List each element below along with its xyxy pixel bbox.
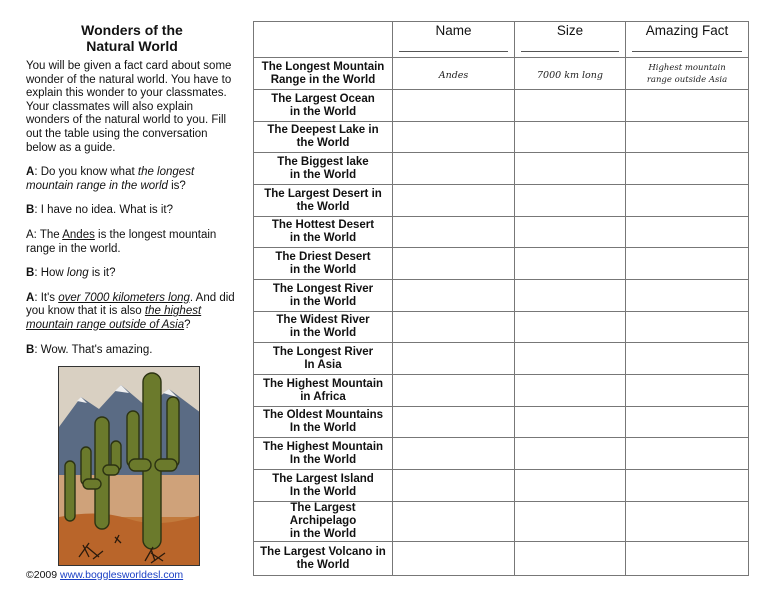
name-cell[interactable] [393,248,515,280]
table-row [254,343,749,375]
dialogue-a3: A: It's over 7000 kilometers long. And did you know that it is also the highest mountain range outside of Asia? [26,291,235,331]
table-header-row [254,22,749,58]
name-cell[interactable] [393,375,515,407]
copyright-line [26,569,183,581]
size-cell[interactable] [515,502,626,542]
name-cell[interactable] [393,312,515,343]
fact-cell[interactable] [626,502,749,542]
row-label: The Largest Volcano in the World [254,542,393,576]
size-cell[interactable] [515,407,626,438]
fact-cell[interactable] [626,248,749,280]
size-cell[interactable] [515,343,626,375]
desert-cactus-illustration [58,366,200,566]
name-cell[interactable] [393,542,515,576]
row-label: The Driest Desert in the World [254,248,393,280]
size-cell[interactable] [515,375,626,407]
name-cell[interactable] [393,122,515,153]
table-row [254,90,749,122]
title-line-2: Natural World [86,38,178,54]
title-line-1: Wonders of the [81,22,183,38]
dialogue-a1: A: Do you know what the longest mountain range in the world is? [26,166,195,192]
table-row [254,122,749,153]
row-label: The Largest Island In the World [254,470,393,502]
row-label: The Longest River in the World [254,280,393,312]
dialogue-b1: B: I have no idea. What is it? [26,204,174,217]
name-cell[interactable] [393,280,515,312]
table-row [254,502,749,542]
row-label: The Deepest Lake in the World [254,122,393,153]
dialogue-b2: B: How long is it? [26,267,116,280]
table-row [254,58,749,90]
name-cell[interactable] [393,185,515,217]
table-row [254,407,749,438]
name-cell[interactable]: Andes [393,58,515,90]
table-row [254,470,749,502]
size-cell[interactable]: 7000 km long [515,58,626,90]
fact-cell[interactable] [626,542,749,576]
row-label: The Hottest Desert in the World [254,217,393,248]
dialogue-b3: B: Wow. That's amazing. [26,343,153,356]
header-size: Size [515,22,626,58]
fact-cell[interactable]: Highest mountain range outside Asia [626,58,749,90]
size-cell[interactable] [515,185,626,217]
size-cell[interactable] [515,438,626,470]
fact-cell[interactable] [626,185,749,217]
fact-table [253,21,749,576]
table-row [254,185,749,217]
header-empty [254,22,393,58]
fact-cell[interactable] [626,407,749,438]
name-cell[interactable] [393,502,515,542]
row-label: The Longest Mountain Range in the World [254,58,393,90]
name-cell[interactable] [393,217,515,248]
worksheet-instructions [26,22,238,357]
fact-cell[interactable] [626,343,749,375]
table-row [254,153,749,185]
table-row [254,375,749,407]
name-cell[interactable] [393,153,515,185]
size-cell[interactable] [515,90,626,122]
fact-cell[interactable] [626,438,749,470]
name-cell[interactable] [393,438,515,470]
row-label: The Largest Desert in the World [254,185,393,217]
table-row [254,312,749,343]
fact-cell[interactable] [626,470,749,502]
name-cell[interactable] [393,343,515,375]
fact-cell[interactable] [626,217,749,248]
page-title [26,22,238,54]
table-row [254,248,749,280]
name-cell[interactable] [393,90,515,122]
row-label: The Highest Mountain In the World [254,438,393,470]
table-row [254,542,749,576]
row-label: The Widest River in the World [254,312,393,343]
size-cell[interactable] [515,217,626,248]
row-label: The Oldest Mountains In the World [254,407,393,438]
header-amazing-fact: Amazing Fact [626,22,749,58]
table-row [254,280,749,312]
name-cell[interactable] [393,407,515,438]
row-label: The Largest Ocean in the World [254,90,393,122]
fact-cell[interactable] [626,90,749,122]
row-label: The Longest River In Asia [254,343,393,375]
size-cell[interactable] [515,153,626,185]
fact-cell[interactable] [626,122,749,153]
table-row [254,438,749,470]
dialogue-a2: A: The Andes is the longest mountain range in the world. [26,228,217,255]
header-name: Name [393,22,515,58]
name-cell[interactable] [393,470,515,502]
size-cell[interactable] [515,312,626,343]
size-cell[interactable] [515,470,626,502]
size-cell[interactable] [515,248,626,280]
table-row [254,217,749,248]
size-cell[interactable] [515,122,626,153]
website-link[interactable]: www.bogglesworldesl.com [60,569,184,581]
row-label: The Largest Archipelago in the World [254,502,393,542]
cactus-image [59,367,200,566]
intro-text: You will be given a fact card about some wonder of the natural world. You have to explain this wonder to your classmates. Your classmates will also explain wonders of the natural world to you. Fill out the table using the conversation below as a guide. [26,60,232,154]
fact-cell[interactable] [626,153,749,185]
row-label: The Biggest lake in the World [254,153,393,185]
copyright-text: ©2009 [26,569,61,581]
fact-cell[interactable] [626,280,749,312]
row-label: The Highest Mountain in Africa [254,375,393,407]
fact-cell[interactable] [626,312,749,343]
size-cell[interactable] [515,280,626,312]
size-cell[interactable] [515,542,626,576]
fact-cell[interactable] [626,375,749,407]
